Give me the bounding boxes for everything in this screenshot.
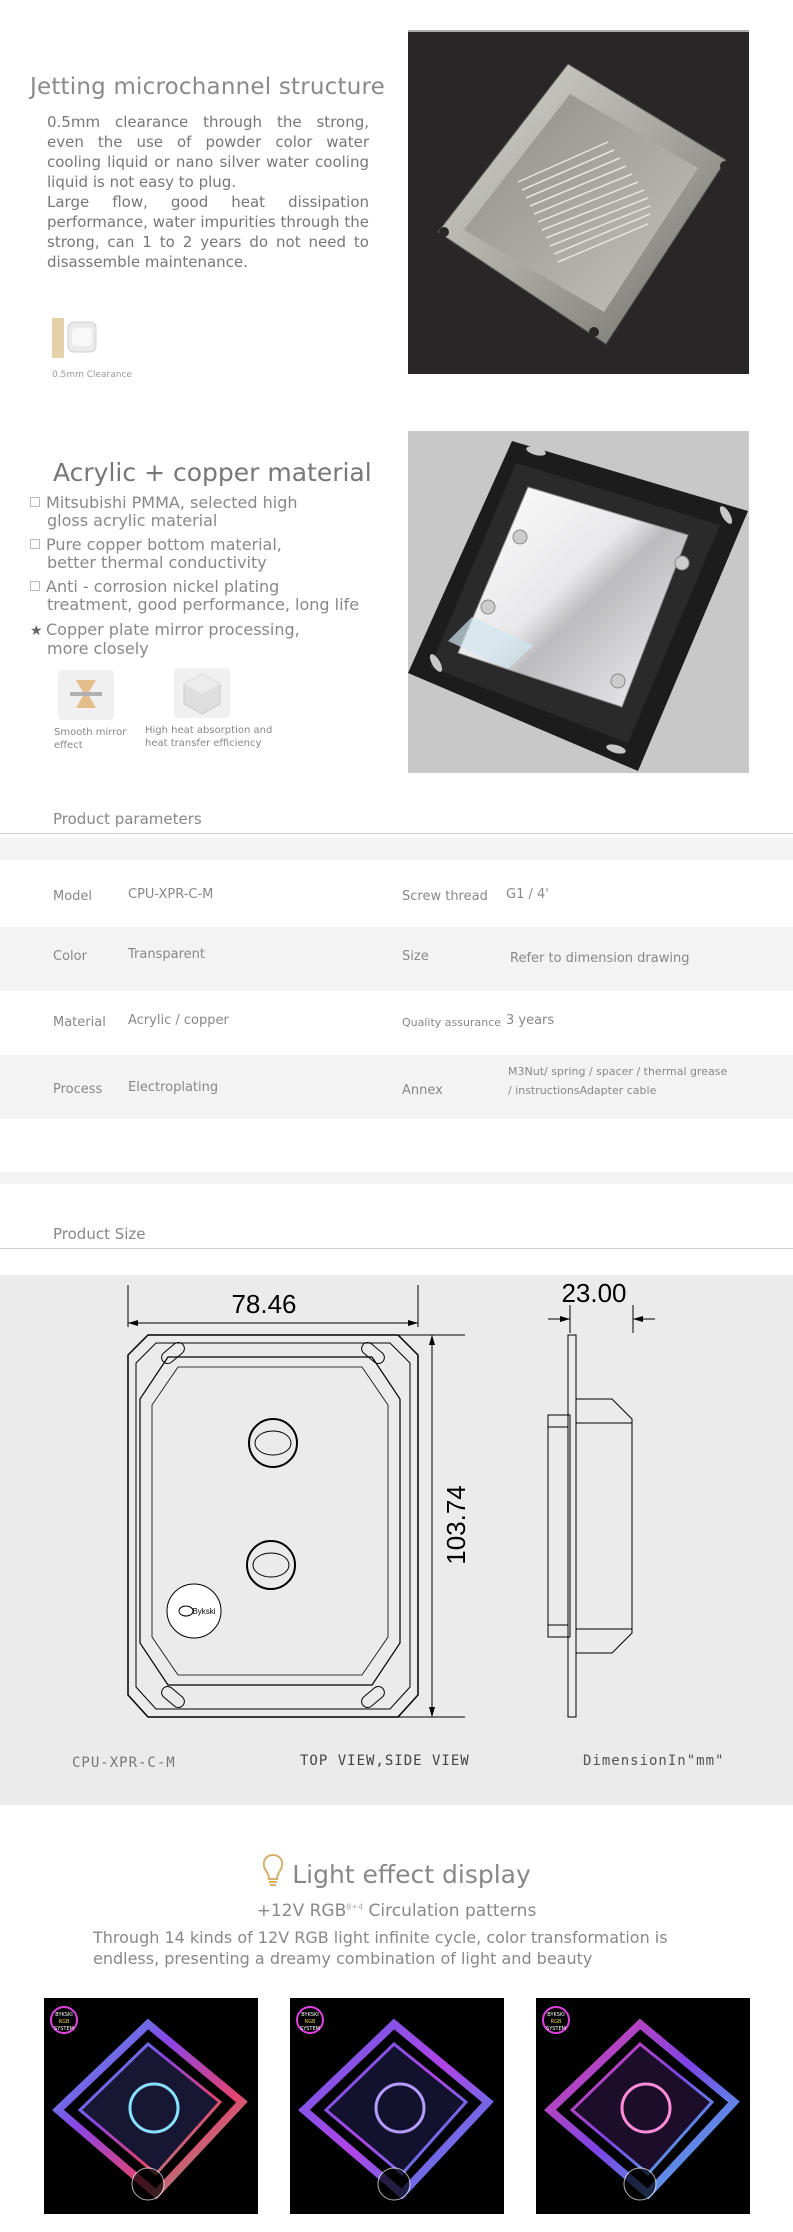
light-subtitle: +12V $RGB^{8+4}$ Circulation patterns <box>256 1901 537 1921</box>
units-caption: DimensionIn"mm" <box>583 1753 725 1769</box>
param-row-material: Material Acrylic / copper Quality assurance 3 years <box>53 1013 555 1030</box>
clearance-icon <box>50 316 100 361</box>
rgb-photo-1 <box>44 1998 258 2214</box>
divider <box>0 833 793 834</box>
band <box>0 838 793 860</box>
microchannel-para-2: Large flow, good heat dissipation performance, water impurities through the strong, can 1 to 2 years do not need to disassemble maintenance. <box>47 193 369 271</box>
depth-dimension: 23.00 <box>561 1278 627 1308</box>
dimension-drawing <box>0 1275 793 1805</box>
checkbox-icon <box>30 539 40 549</box>
mirror-label: Smooth mirror effect <box>54 727 127 751</box>
divider <box>0 1248 793 1249</box>
feature-item: Pure copper bottom material, better thermal conductivity <box>30 536 282 572</box>
microchannel-para-1: 0.5mm clearance through the strong, even the use of powder color water cooling liquid or nano silver water cooling liquid is not easy to plug. <box>47 113 369 191</box>
heat-transfer-icon <box>174 668 230 718</box>
rgb-badge: BYKSKI RGB SYSTEM <box>50 2006 78 2034</box>
param-row-model: Model CPU-XPR-C-M Screw thread G1 / 4' <box>53 887 549 904</box>
views-caption: TOP VIEW,SIDE VIEW <box>300 1753 470 1769</box>
light-title: Light effect display <box>0 1853 793 1893</box>
rgb-badge: BYKSKI RGB SYSTEM <box>296 2006 324 2034</box>
bulb-icon <box>262 1853 284 1893</box>
section-title-material: Acrylic + copper material <box>53 458 372 487</box>
feature-item: Anti - corrosion nickel plating treatment, good performance, long life <box>30 578 359 614</box>
star-icon: ★ <box>30 623 43 639</box>
param-row-process: Process Electroplating Annex M3Nut/ spring / spacer / thermal grease / instructionsAdapter cable <box>0 1055 793 1119</box>
material-photo <box>408 431 749 773</box>
height-dimension: 103.74 <box>441 1485 471 1565</box>
feature-item-star: ★ Copper plate mirror processing, more closely <box>30 620 300 658</box>
heat-transfer-label: High heat absorption and heat transfer efficiency <box>145 725 273 749</box>
section-title-microchannel: Jetting microchannel structure <box>30 74 386 100</box>
model-caption: CPU-XPR-C-M <box>72 1755 176 1771</box>
checkbox-icon <box>30 497 40 507</box>
rgb-photo-2 <box>290 1998 504 2214</box>
logo-text: Bykski <box>192 1607 216 1616</box>
microchannel-description <box>47 112 369 272</box>
params-heading: Product parameters <box>53 810 202 828</box>
size-heading: Product Size <box>53 1225 146 1243</box>
clearance-label: 0.5mm Clearance <box>52 370 132 380</box>
rgb-badge: BYKSKI RGB SYSTEM <box>542 2006 570 2034</box>
feature-item: Mitsubishi PMMA, selected high gloss acrylic material <box>30 494 298 530</box>
width-dimension: 78.46 <box>231 1289 297 1319</box>
checkbox-icon <box>30 581 40 591</box>
microchannel-photo <box>408 30 749 374</box>
light-description: Through 14 kinds of 12V RGB light infinite cycle, color transformation is endless, presenting a dreamy combination of light and beauty <box>93 1928 668 1968</box>
mirror-icon <box>58 670 114 720</box>
rgb-photo-3 <box>536 1998 750 2214</box>
param-row-color: Color Transparent Size Refer to dimension drawing <box>0 927 793 991</box>
band <box>0 1172 793 1184</box>
